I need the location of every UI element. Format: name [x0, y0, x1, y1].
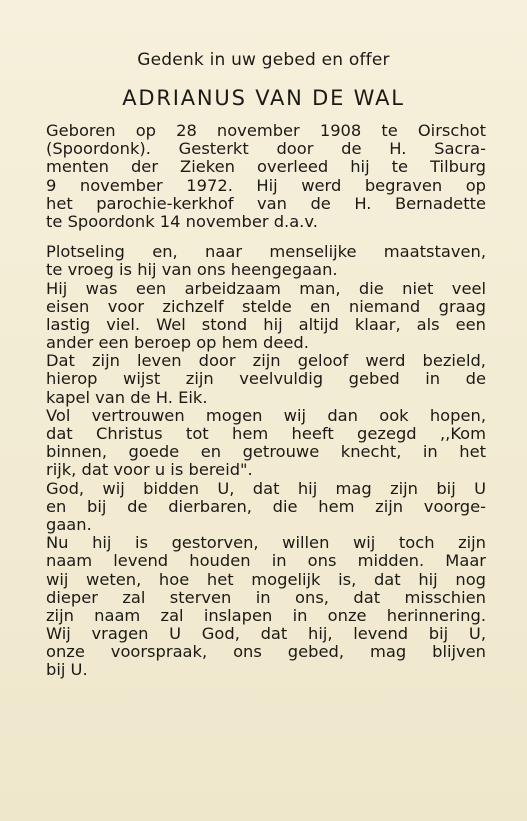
text-line: het parochie-kerkhof van de H. Bernadette [46, 193, 486, 213]
deceased-name: ADRIANUS VAN DE WAL [122, 86, 405, 110]
card-body [46, 122, 486, 680]
text-line: hierop wijst zijn veelvuldig gebed in de [46, 369, 486, 389]
text-line: Vol vertrouwen mogen wij dan ook hopen, [46, 405, 486, 425]
card-heading: Gedenk in uw gebed en offer [137, 50, 390, 70]
text-line: (Spoordonk). Gesterkt door de H. Sacra- [46, 139, 486, 159]
memorial-text [46, 243, 486, 680]
text-line: rijk, dat voor u is bereid". [46, 460, 253, 480]
text-line: 9 november 1972. Hij werd begraven op [46, 175, 486, 195]
text-line: God, wij bidden U, dat hij mag zijn bij U [46, 478, 486, 498]
text-line: Dat zijn leven door zijn geloof werd bezield, [46, 351, 486, 371]
text-line: dat Christus tot hem heeft gezegd ,,Kom [46, 424, 486, 443]
text-line: te vroeg is hij van ons heengegaan. [46, 260, 338, 280]
text-line: onze voorspraak, ons gebed, mag blijven [46, 642, 486, 662]
text-line: gaan. [46, 514, 92, 534]
text-line: kapel van de H. Eik. [46, 387, 208, 407]
text-line: wij weten, hoe het mogelijk is, dat hij nog [46, 569, 486, 589]
text-line: te Spoordonk 14 november d.a.v. [46, 211, 318, 231]
text-line: en bij de dierbaren, die hem zijn voorge- [46, 496, 486, 516]
text-line: Nu hij is gestorven, willen wij toch zijn [46, 533, 486, 553]
text-line: dieper zal sterven in ons, dat misschien [46, 587, 486, 607]
text-line: menten der Zieken overleed hij te Tilburg [46, 157, 486, 177]
text-line: Geboren op 28 november 1908 te Oirschot [46, 121, 486, 140]
text-line: ander een beroep op hem deed. [46, 333, 309, 353]
text-line: zijn naam zal inslapen in onze herinnering. [46, 605, 486, 625]
text-line: Plotseling en, naar menselijke maatstaven, [46, 242, 486, 262]
text-line: bij U. [46, 660, 88, 680]
text-line: Wij vragen U God, dat hij, levend bij U, [46, 624, 486, 644]
bio-paragraph [46, 122, 486, 231]
text-line: binnen, goede en getrouwe knecht, in het [46, 442, 486, 462]
text-line: lastig viel. Wel stond hij altijd klaar, als een [46, 314, 486, 334]
text-line: naam levend houden in ons midden. Maar [46, 551, 486, 571]
text-line: Hij was een arbeidzaam man, die niet veel [46, 278, 486, 298]
text-line: eisen voor zichzelf stelde en niemand graag [46, 296, 486, 316]
